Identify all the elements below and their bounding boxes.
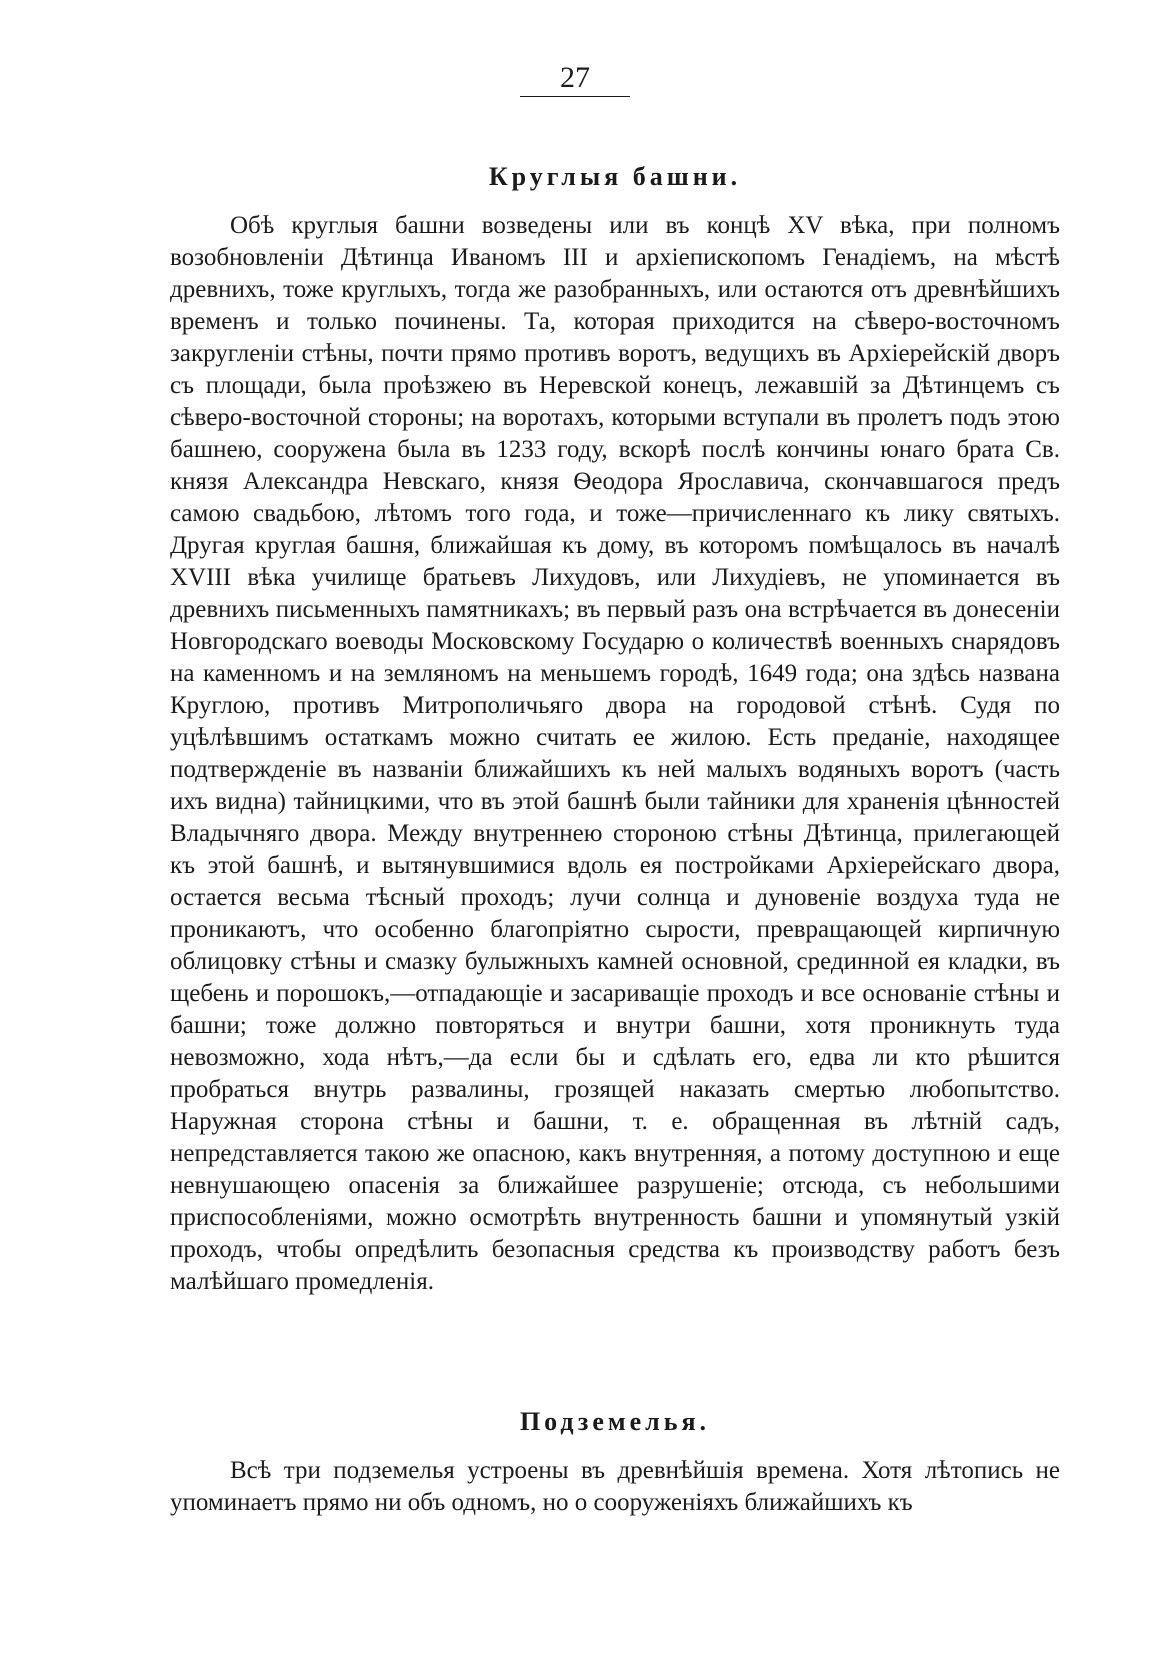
section-title-dungeons: Подземелья. [519,1407,711,1436]
section-paragraph-round-towers: Обѣ круглыя башни возведены или въ концѣ XV вѣка, при полномъ возобновленіи Дѣтинца Иваномъ III и архіепископомъ Генадіемъ, на мѣстѣ древнихъ, тоже круглыхъ, тогда же разобранныхъ, или остаются отъ древнѣйшихъ временъ и только починены. Та, которая приходится на сѣверо-восточномъ закругленіи стѣны, почти прямо противъ воротъ, ведущихъ въ Архіерейскій дворъ съ площади, была проѣзжею въ Неревской конецъ, лежавшій за Дѣтинцемъ съ сѣверо-восточной стороны; на воротахъ, которыми вступали въ пролетъ подъ этою башнею, сооружена была въ 1233 году, вскорѣ послѣ кончины юнаго брата Св. князя Александра Невскаго, князя Ѳеодора Ярославича, скончавшагося предъ самою свадьбою, лѣтомъ того года, и тоже—причисленнаго къ лику святыхъ. Другая круглая башня, ближайшая къ дому, въ которомъ помѣщалось въ началѣ XVIII вѣка училище братьевъ Лихудовъ, или Лихудіевъ, не упоминается въ древнихъ письменныхъ памятникахъ; въ первый разъ она встрѣчается въ донесеніи Новгородскаго воеводы Московскому Государю о количествѣ военныхъ снарядовъ на каменномъ и на земляномъ на меньшемъ городѣ, 1649 года; она здѣсь названа Круглою, противъ Митрополичьяго двора на городовой стѣнѣ. Судя по уцѣлѣвшимъ остаткамъ можно считать ее жилою. Есть преданіе, находящее подтвержденіе въ названіи ближайшихъ къ ней малыхъ водяныхъ воротъ (часть ихъ видна) тайницкими, что въ этой башнѣ были тайники для храненія цѣнностей Владычняго двора. Между внутреннею стороною стѣны Дѣтинца, прилегающей къ этой башнѣ, и вытянувшимися вдоль ея постройками Архіерейскаго двора, остается весьма тѣсный проходъ; лучи солнца и дуновеніе воздуха туда не проникаютъ, что особенно благопріятно сырости, превращающей кирпичную облицовку стѣны и смазку булыжныхъ камней основной, срединной ея кладки, въ щебень и порошокъ,—отпадающіе и засариващіе проходъ и все основаніе стѣны и башни; тоже должно повторяться и внутри башни, хотя проникнуть туда невозможно, хода нѣтъ,—да если бы и сдѣлать его, едва ли кто рѣшится пробраться внутрь развалины, грозящей наказать смертью любопытство. Наружная сторона стѣны и башни, т. е. обращенная въ лѣтній садъ, непредставляется такою же опасною, какъ внутренняя, а потому доступною и еще невнушающею опасенія за ближайшее разрушеніе; отсюда, съ небольшими приспособленіями, можно осмотрѣть внутренность башни и упомянутый узкій проходъ, чтобы опредѣлить безопасныя средства къ производству работъ безъ малѣйшаго промедленія. [170,212,1060,1295]
page-number-rule [520,96,630,97]
section-title-round-towers: Круглыя башни. [488,162,742,191]
page-number: 27 [560,61,590,94]
book-page [170,60,1060,1640]
page-number-block [520,60,630,96]
section-paragraph-dungeons: Всѣ три подземелья устроены въ древнѣйшія времена. Хотя лѣтопись не упоминаетъ прямо ни объ одномъ, но о сооруженіяхъ ближайшихъ къ [170,1457,1060,1516]
